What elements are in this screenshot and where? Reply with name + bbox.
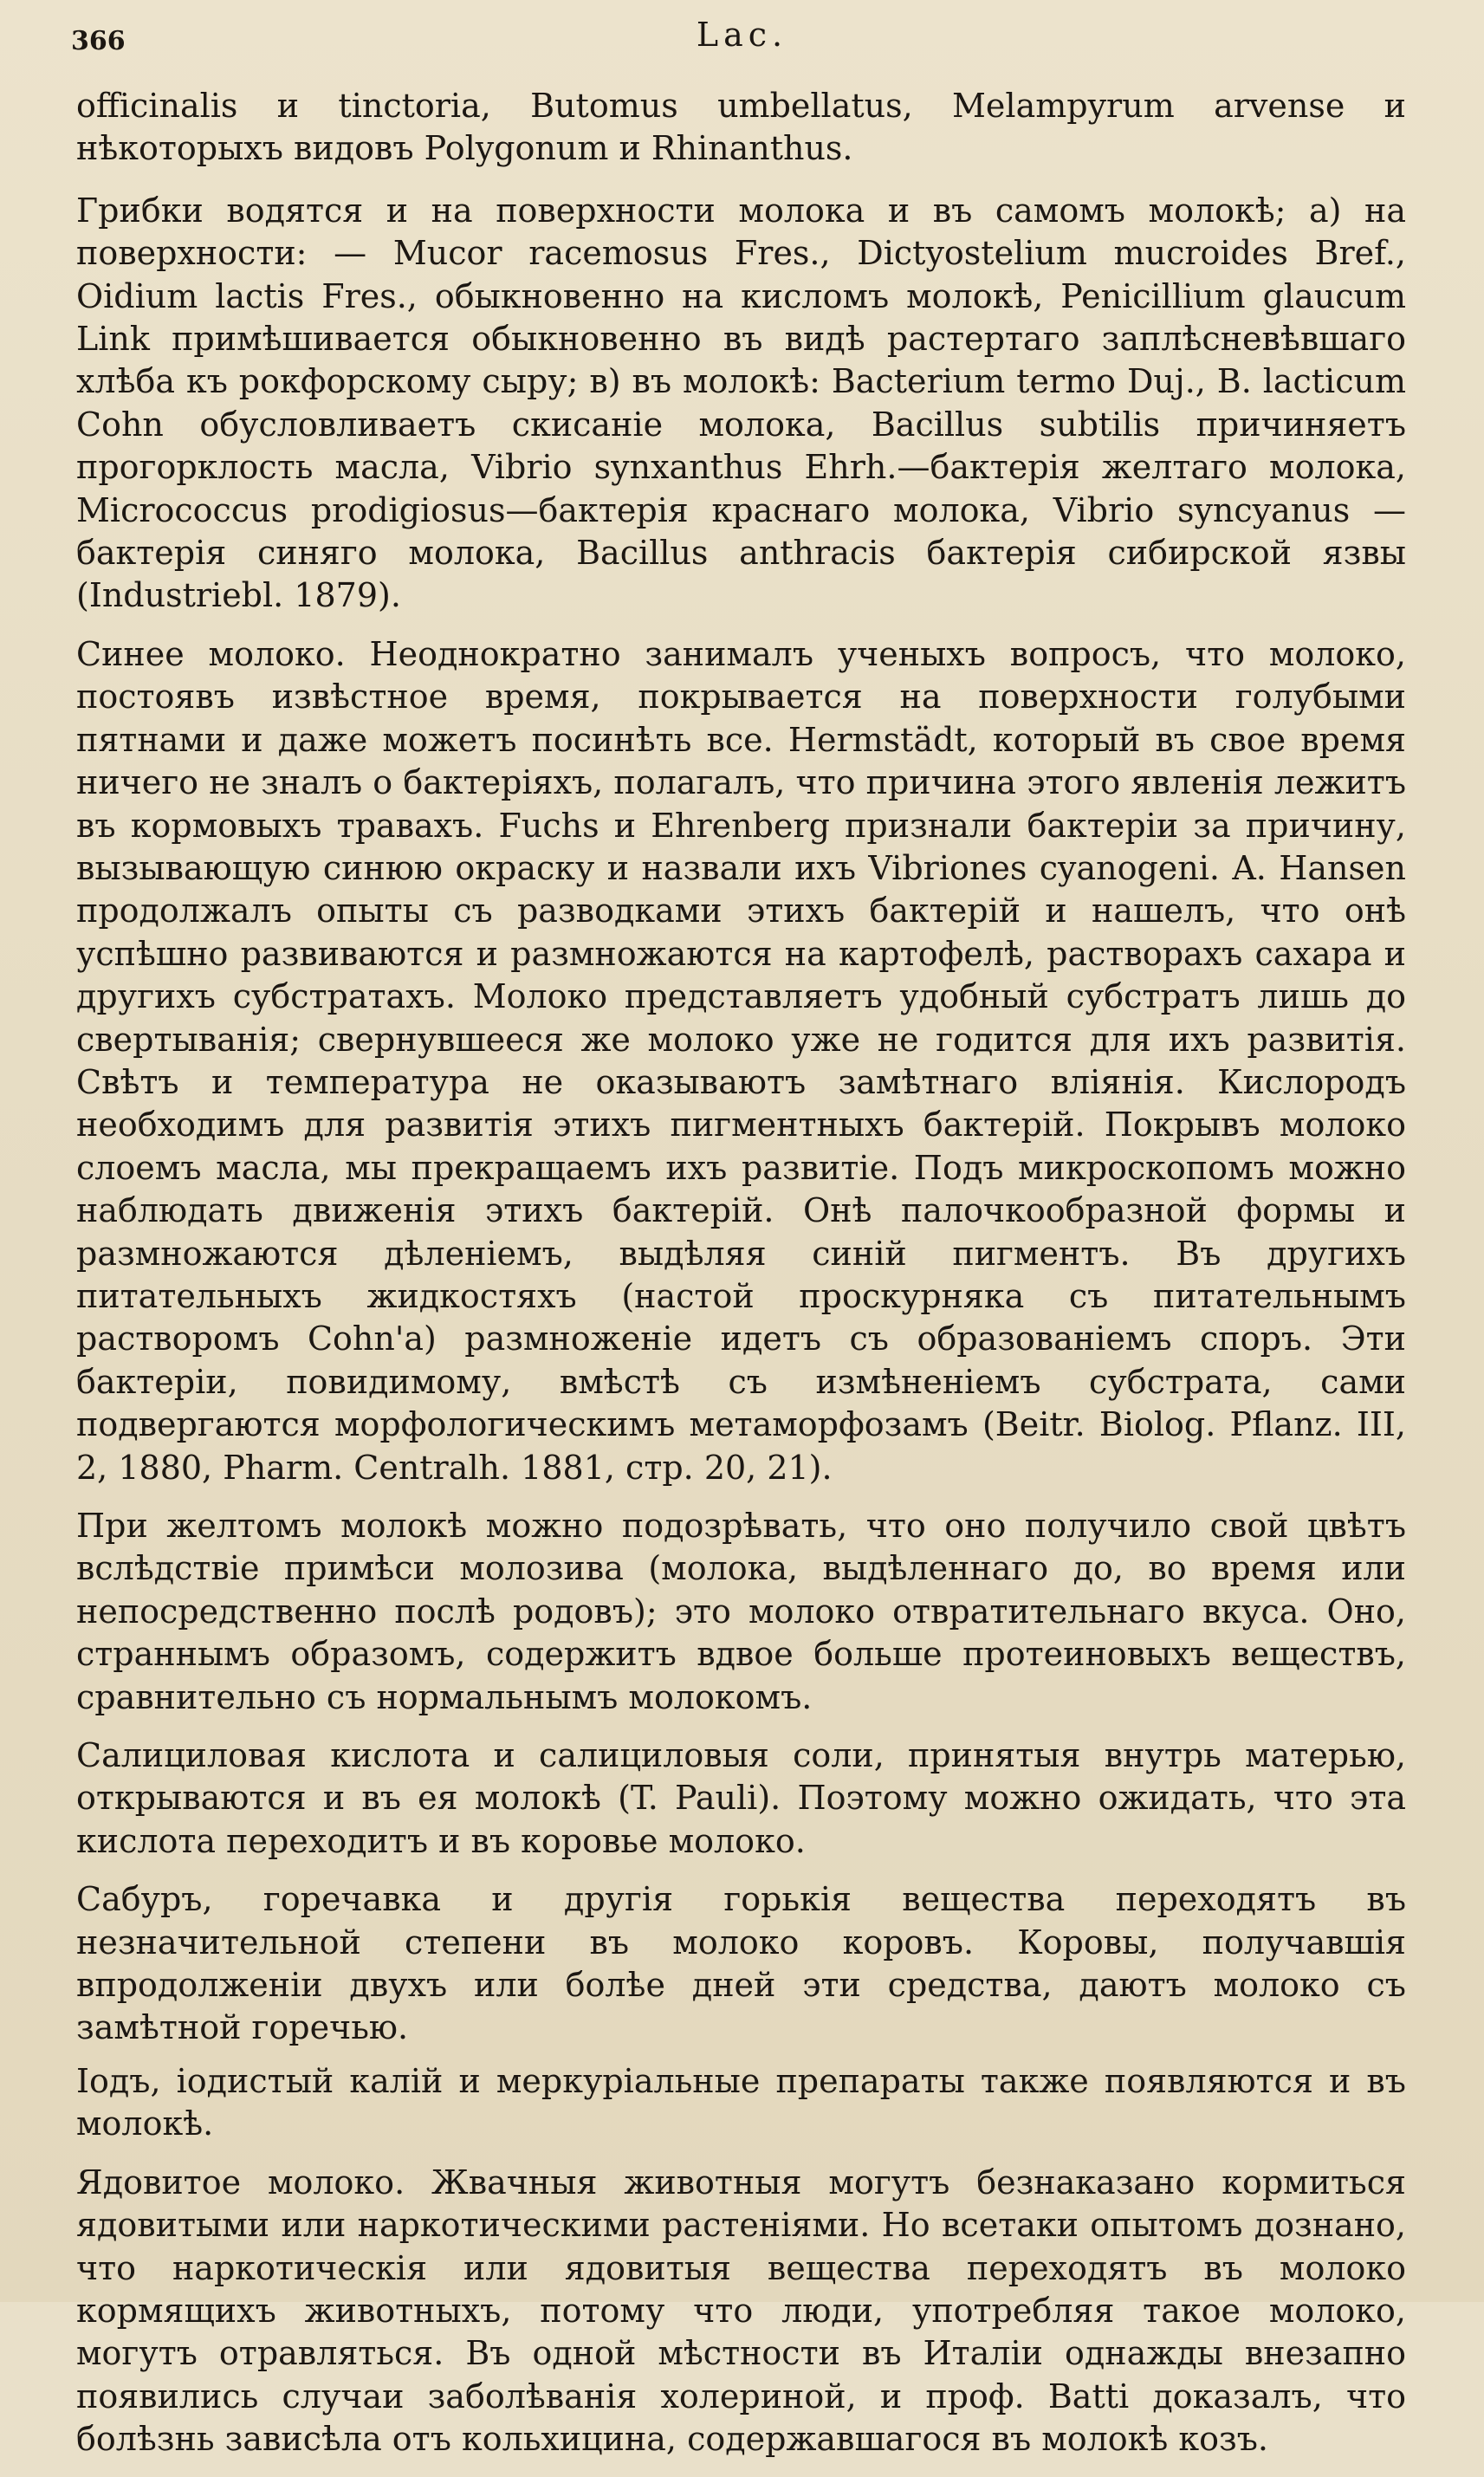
page-header — [66, 10, 1418, 62]
paragraph-salicylic-acid: Салициловая кислота и салициловыя соли, принятыя внутрь матерью, открываются и въ ея молокѣ (T. Pauli). Поэтому можно ожидать, что эта кислота переходитъ и въ коровье молоко. — [76, 1736, 1406, 1860]
page-number: 366 — [71, 26, 126, 56]
paragraph-poisonous-milk: Ядовитое молоко. Жвачныя животныя могутъ безнаказано кормиться ядовитыми или наркотическими растеніями. Но всетаки опытомъ дознано, что наркотическія или ядовитыя вещества переходятъ въ молоко кормящихъ животныхъ, потому что люди, употребляя такое молоко, могутъ отравляться. Въ одной мѣстности въ Италіи однажды внезапно появились случаи заболѣванія холериной, и проф. Batti доказалъ, что болѣзнь зависѣла отъ кольхицина, содержавшагося въ молокѣ козъ. — [76, 2163, 1406, 2459]
page-body — [76, 85, 1406, 2477]
paragraph-fungi: Грибки водятся и на поверхности молока и въ самомъ молокѣ; а) на поверхности: — Mucor racemosus Fres., Dictyostelium mucroides Bref., Oidium lactis Fres., обыкновенно на кисломъ молокѣ, Penicillium glaucum Link примѣшивается обыкновенно въ видѣ растертаго заплѣсневѣвшаго хлѣба къ рокфорскому сыру; в) въ молокѣ: Bacterium termo Duj., B. lacticum Cohn обусловливаетъ скисаніе молока, Bacillus subtilis причиняетъ прогорклость масла, Vibrio synxanthus Ehrh.—бактерія желтаго молока, Micrococcus prodigiosus—бактерія краснаго молока, Vibrio syncyanus — бактерія синяго молока, Bacillus anthracis бактерія сибирской язвы (Industriebl. 1879). — [76, 191, 1406, 615]
paragraph-yellow-milk: При желтомъ молокѣ можно подозрѣвать, что оно получило свой цвѣтъ вслѣдствіе примѣси молозива (молока, выдѣленнаго до, во время или непосредственно послѣ родовъ); это молоко отвратительнаго вкуса. Оно, страннымъ образомъ, содержитъ вдвое больше протеиновыхъ веществъ, сравнительно съ нормальнымъ молокомъ. — [76, 1507, 1406, 1716]
running-head: Lac. — [696, 16, 788, 54]
paragraph-iodine: Іодъ, іодистый калій и меркуріальные препараты также появляются и въ молокѣ. — [76, 2061, 1406, 2143]
paragraph-bitter-substances: Сабуръ, горечавка и другія горькія вещества переходятъ въ незначительной степени въ молоко коровъ. Коровы, получавшія впродолженіи двухъ или болѣе дней эти средства, даютъ молоко съ замѣтной горечью. — [76, 1880, 1406, 2047]
paragraph-continuation: officinalis и tinctoria, Butomus umbellatus, Melampyrum arvense и нѣкоторыхъ видовъ Polygonum и Rhinanthus. — [76, 87, 1406, 168]
paragraph-blue-milk: Синее молоко. Неоднократно занималъ ученыхъ вопросъ, что молоко, постоявъ извѣстное время, покрывается на поверхности голубыми пятнами и даже можетъ посинѣть все. Hermstädt, который въ свое время ничего не зналъ о бактеріяхъ, полагалъ, что причина этого явленія лежитъ въ кормовыхъ травахъ. Fuchs и Ehrenberg признали бактеріи за причину, вызывающую синюю окраску и назвали ихъ Vibriones cyanogeni. A. Hansen продолжалъ опыты съ разводками этихъ бактерій и нашелъ, что онѣ успѣшно развиваются и размножаются на картофелѣ, растворахъ сахара и другихъ субстратахъ. Молоко представляетъ удобный субстратъ лишь до свертыванія; свернувшееся же молоко уже не годится для ихъ развитія. Свѣтъ и температура не оказываютъ замѣтнаго вліянія. Кислородъ необходимъ для развитія этихъ пигментныхъ бактерій. Покрывъ молоко слоемъ масла, мы прекращаемъ ихъ развитіе. Подъ микроскопомъ можно наблюдать движенія этихъ бактерій. Онѣ палочкообразной формы и размножаются дѣленіемъ, выдѣляя синій пигментъ. Въ другихъ питательныхъ жидкостяхъ (настой проскурняка съ питательнымъ растворомъ Cohn'а) размноженіе идетъ съ образованіемъ споръ. Эти бактеріи, повидимому, вмѣстѣ съ измѣненіемъ субстрата, сами подвергаются морфологическимъ метаморфозамъ (Beitr. Biolog. Pflanz. III, 2, 1880, Pharm. Centralh. 1881, стр. 20, 21). — [76, 634, 1406, 1487]
